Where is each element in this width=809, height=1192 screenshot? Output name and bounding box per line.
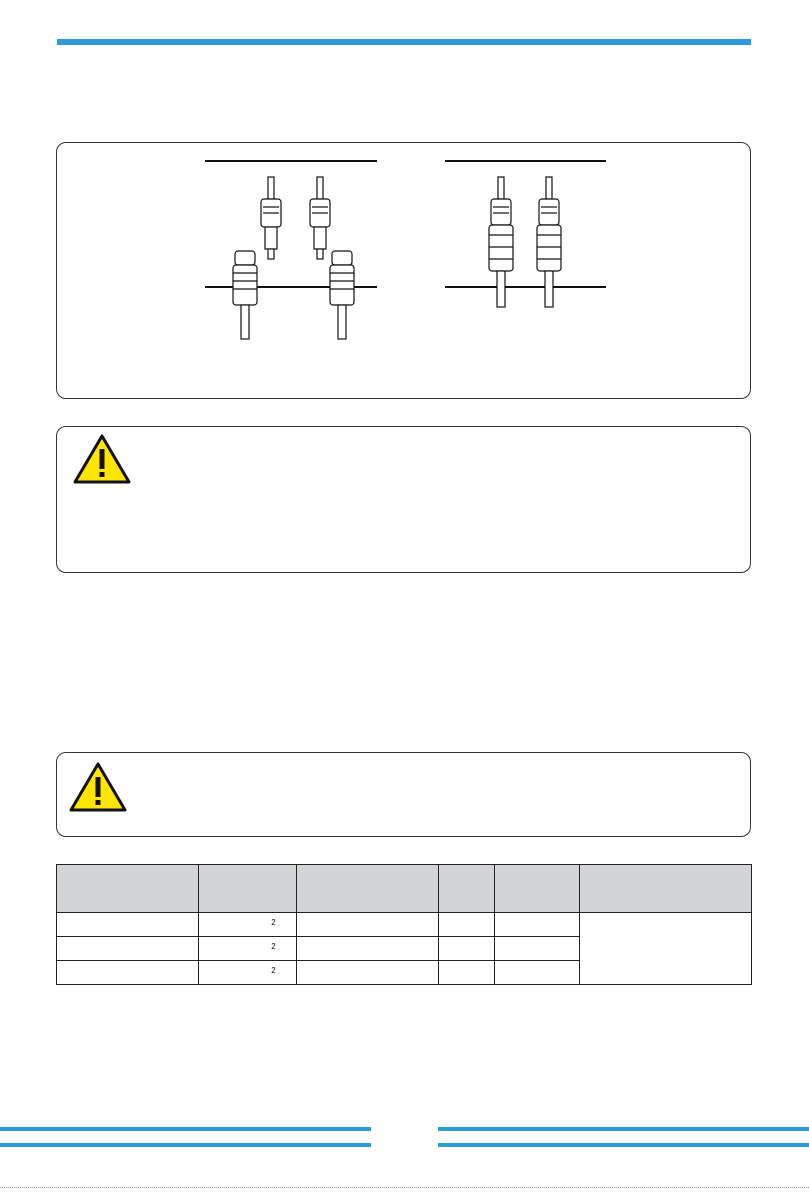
table-header-cell — [580, 865, 752, 913]
connector-left-upper-b — [310, 177, 330, 259]
superscript-two: 2 — [271, 966, 276, 975]
table-header-cell — [57, 865, 199, 913]
superscript-two: 2 — [271, 942, 276, 951]
table-cell — [495, 961, 580, 985]
table-header-cell — [296, 865, 439, 913]
superscript-two: 2 — [271, 918, 276, 927]
table-row — [57, 913, 752, 937]
footer-bar-right-top — [438, 1127, 809, 1131]
footer-bar-left-top — [0, 1127, 371, 1131]
warning-triangle-icon — [72, 433, 132, 485]
connectors-illustration — [57, 143, 752, 400]
table-cell — [296, 961, 439, 985]
table-cell — [439, 961, 495, 985]
table-header-cell — [439, 865, 495, 913]
table-cell — [439, 937, 495, 961]
table-cell — [57, 937, 199, 961]
footer-bar-left-bottom — [0, 1143, 371, 1147]
table-header-cell — [198, 865, 296, 913]
table-cell — [296, 913, 439, 937]
header-accent-bar — [57, 39, 751, 45]
table-cell — [439, 913, 495, 937]
warning-triangle-icon — [68, 761, 128, 813]
table-header-cell — [495, 865, 580, 913]
table-cell-merged — [580, 913, 752, 985]
table-cell — [296, 937, 439, 961]
connector-left-lower-b — [330, 251, 354, 339]
footer-bar-right-bottom — [438, 1143, 809, 1147]
table-header-row — [57, 865, 752, 913]
warning-box-1 — [56, 426, 751, 573]
table-cell — [495, 937, 580, 961]
warning-box-2 — [56, 752, 751, 837]
table-cell-area — [198, 913, 296, 937]
table-cell — [57, 961, 199, 985]
connector-left-upper-a — [261, 177, 281, 259]
cable-spec-table — [56, 864, 752, 985]
table-cell-area — [198, 961, 296, 985]
table-cell — [495, 913, 580, 937]
connector-left-lower-a — [233, 251, 257, 339]
table-cell — [57, 913, 199, 937]
table-cell-area — [198, 937, 296, 961]
connector-figure-panel — [56, 142, 751, 399]
footer-dotted-rule — [0, 1187, 809, 1188]
